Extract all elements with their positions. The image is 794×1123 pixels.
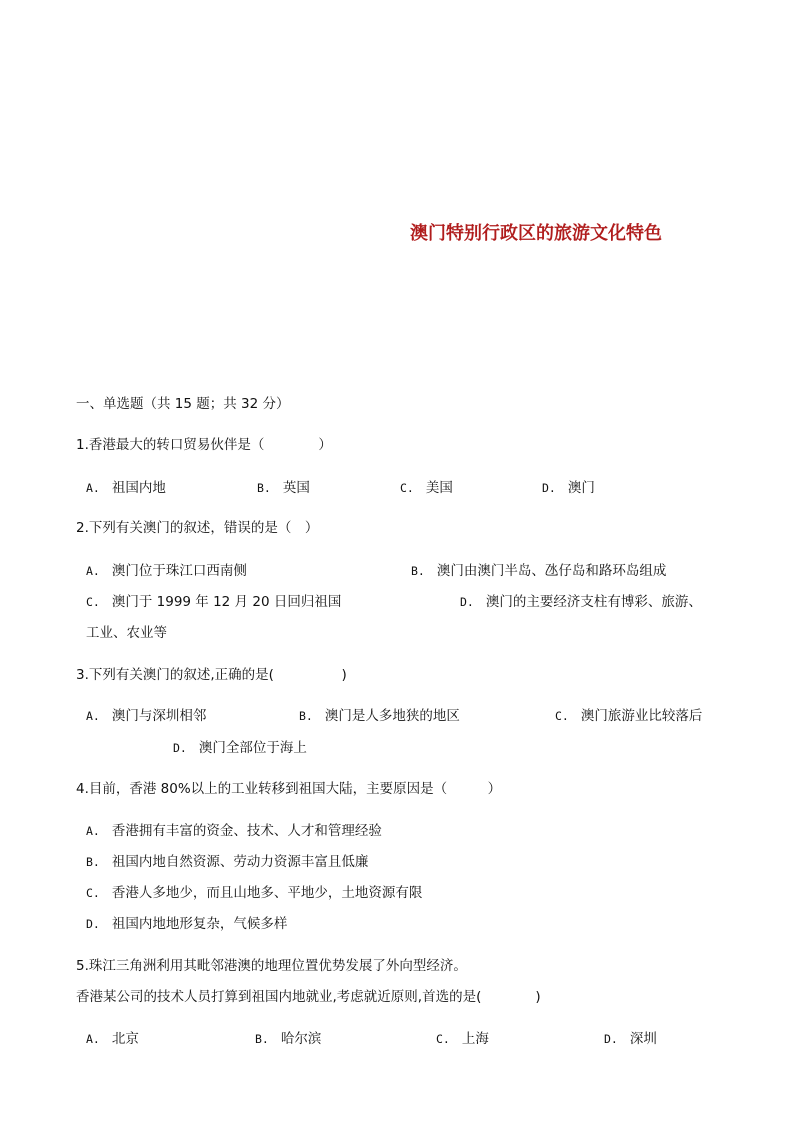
option-c[interactable] (86, 884, 422, 902)
option-text: 哈尔滨 (280, 1031, 322, 1047)
option-key: B. (86, 855, 100, 869)
option-a[interactable] (86, 562, 247, 580)
option-continuation: 工业、农业等 (86, 625, 167, 641)
option-text: 澳门位于珠江口西南侧 (111, 563, 247, 579)
option-key: C. (400, 481, 414, 495)
option-c[interactable] (400, 479, 453, 497)
option-text: 祖国内地 (111, 480, 166, 496)
document-title: 澳门特别行政区的旅游文化特色 (410, 223, 662, 244)
option-b[interactable] (86, 853, 368, 871)
option-text: 深圳 (629, 1031, 657, 1047)
option-text: 香港人多地少，而且山地多、平地少，土地资源有限 (111, 885, 423, 901)
option-key: B. (299, 709, 313, 723)
option-text: 祖国内地地形复杂，气候多样 (111, 916, 288, 932)
option-key: A. (86, 481, 100, 495)
option-text: 北京 (111, 1031, 139, 1047)
option-key: D. (173, 741, 187, 755)
option-key: B. (257, 481, 271, 495)
question-stem: 1.香港最大的转口贸易伙伴是（ ） (76, 437, 332, 453)
option-text: 祖国内地自然资源、劳动力资源丰富且低廉 (111, 854, 369, 870)
option-key: C. (436, 1032, 450, 1046)
option-d[interactable] (86, 915, 287, 933)
option-key: B. (411, 564, 425, 578)
question-stem: 5.珠江三角洲利用其毗邻港澳的地理位置优势发展了外向型经济。 (76, 958, 467, 974)
question-stem: 2.下列有关澳门的叙述，错误的是（ ） (76, 520, 319, 536)
option-d[interactable] (542, 479, 595, 497)
option-text: 澳门与深圳相邻 (111, 708, 207, 724)
option-a[interactable] (86, 479, 166, 497)
option-text: 美国 (425, 480, 453, 496)
option-key: C. (555, 709, 569, 723)
option-c[interactable] (555, 707, 702, 725)
option-text: 澳门由澳门半岛、氹仔岛和路环岛组成 (436, 563, 667, 579)
option-key: B. (255, 1032, 269, 1046)
option-d[interactable] (460, 593, 702, 611)
question-stem-continued: 香港某公司的技术人员打算到祖国内地就业,考虑就近原则,首选的是( ) (76, 989, 541, 1005)
option-text: 澳门旅游业比较落后 (580, 708, 703, 724)
option-key: A. (86, 1032, 100, 1046)
option-text: 澳门于 1999 年 12 月 20 日回归祖国 (111, 594, 342, 610)
option-b[interactable] (411, 562, 666, 580)
option-key: A. (86, 709, 100, 723)
option-text: 澳门的主要经济支柱有博彩、旅游、 (485, 594, 702, 610)
option-b[interactable] (257, 479, 310, 497)
option-key: A. (86, 564, 100, 578)
option-text: 上海 (461, 1031, 489, 1047)
option-key: D. (542, 481, 556, 495)
option-a[interactable] (86, 707, 206, 725)
option-text: 澳门是人多地狭的地区 (324, 708, 460, 724)
option-c[interactable] (436, 1030, 489, 1048)
option-d[interactable] (173, 739, 307, 757)
option-b[interactable] (299, 707, 460, 725)
option-text: 澳门 (567, 480, 595, 496)
option-key: A. (86, 824, 100, 838)
question-stem: 4.目前，香港 80%以上的工业转移到祖国大陆，主要原因是（ ） (76, 781, 502, 797)
option-d[interactable] (604, 1030, 657, 1048)
option-key: C. (86, 886, 100, 900)
option-a[interactable] (86, 822, 382, 840)
option-b[interactable] (255, 1030, 321, 1048)
option-text: 英国 (282, 480, 310, 496)
question-stem: 3.下列有关澳门的叙述,正确的是( ) (76, 667, 347, 683)
option-key: D. (604, 1032, 618, 1046)
option-key: D. (460, 595, 474, 609)
section-heading: 一、单选题（共 15 题；共 32 分） (76, 396, 290, 412)
option-key: D. (86, 917, 100, 931)
option-a[interactable] (86, 1030, 139, 1048)
option-text: 澳门全部位于海上 (198, 740, 307, 756)
option-key: C. (86, 595, 100, 609)
option-text: 香港拥有丰富的资金、技术、人才和管理经验 (111, 823, 382, 839)
option-c[interactable] (86, 593, 341, 611)
